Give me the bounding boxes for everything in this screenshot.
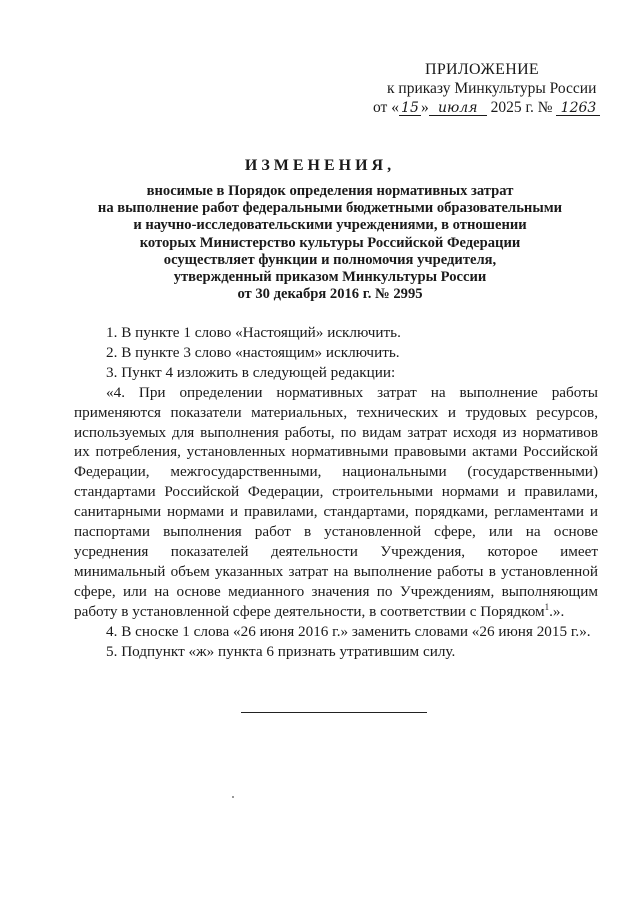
handwritten-order-number: 1263 bbox=[556, 101, 600, 116]
subtitle-line: и научно-исследовательскими учреждениями, в отношении bbox=[133, 217, 527, 234]
amended-paragraph-text: «4. При определении нормативных затрат на выполнение работы применяются показатели материальных, технических и трудовых ресурсов, используемых для выполнения работы, по видам затрат исходя из нормативов их потребления, установленных нормативными правовыми актами Российской Федерации, межгосударственными, национальными (государственными) стандартами Российской Федерации, строительными нормами и правилами, санитарными нормами и правилами, стандартами, порядками, регламентами и паспортами выполнения работ в установленной сфере, или на основе усреднения показателей деятельности Учреждения, которое имеет минимальный объем указанных затрат на выполнение работы в установленной сфере, или на основе медианного значения по Учреждениям, выполняющим работу в установленной сфере деятельности, в соответствии с Порядком bbox=[74, 383, 598, 620]
subtitle-line: утвержденный приказом Минкультуры России bbox=[173, 269, 487, 286]
date-close-quote: » bbox=[420, 99, 429, 116]
handwritten-day: 15 bbox=[399, 101, 421, 116]
subtitle-line: на выполнение работ федеральными бюджетными образовательными bbox=[97, 200, 563, 217]
document-title: ИЗМЕНЕНИЯ, bbox=[244, 157, 396, 174]
appendix-title: ПРИЛОЖЕНИЕ bbox=[425, 61, 540, 78]
appendix-block bbox=[373, 60, 623, 117]
amendment-item-3: 3. Пункт 4 изложить в следующей редакции: bbox=[106, 363, 396, 381]
subtitle-line: вносимые в Порядок определения нормативных затрат bbox=[146, 183, 514, 199]
document-subtitle bbox=[70, 183, 590, 303]
amendment-item-2: 2. В пункте 3 слово «настоящим» исключить. bbox=[106, 343, 400, 361]
footnote-mark: 1 bbox=[544, 601, 550, 612]
amendment-item-5: 5. Подпункт «ж» пункта 6 признать утратившим силу. bbox=[106, 642, 456, 660]
scan-speck bbox=[232, 796, 234, 798]
closing-rule bbox=[241, 712, 427, 713]
appendix-date-line bbox=[373, 98, 623, 117]
subtitle-line: которых Министерство культуры Российской Федерации bbox=[139, 234, 521, 251]
amended-paragraph-end: .». bbox=[549, 602, 565, 620]
handwritten-month: июля bbox=[429, 101, 487, 116]
date-year: 2025 г. № bbox=[486, 99, 557, 116]
amendment-item-4: 4. В сноске 1 слова «26 июня 2016 г.» заменить словами «26 июня 2015 г.». bbox=[106, 622, 591, 640]
document-body bbox=[74, 323, 598, 661]
subtitle-line: от 30 декабря 2016 г. № 2995 bbox=[237, 286, 423, 303]
amended-paragraph-4 bbox=[74, 383, 598, 622]
subtitle-line: осуществляет функции и полномочия учредителя, bbox=[163, 251, 497, 268]
date-prefix: от « bbox=[373, 99, 399, 116]
amendment-item-1: 1. В пункте 1 слово «Настоящий» исключить. bbox=[106, 324, 401, 341]
appendix-order-ref: к приказу Минкультуры России bbox=[387, 80, 597, 97]
